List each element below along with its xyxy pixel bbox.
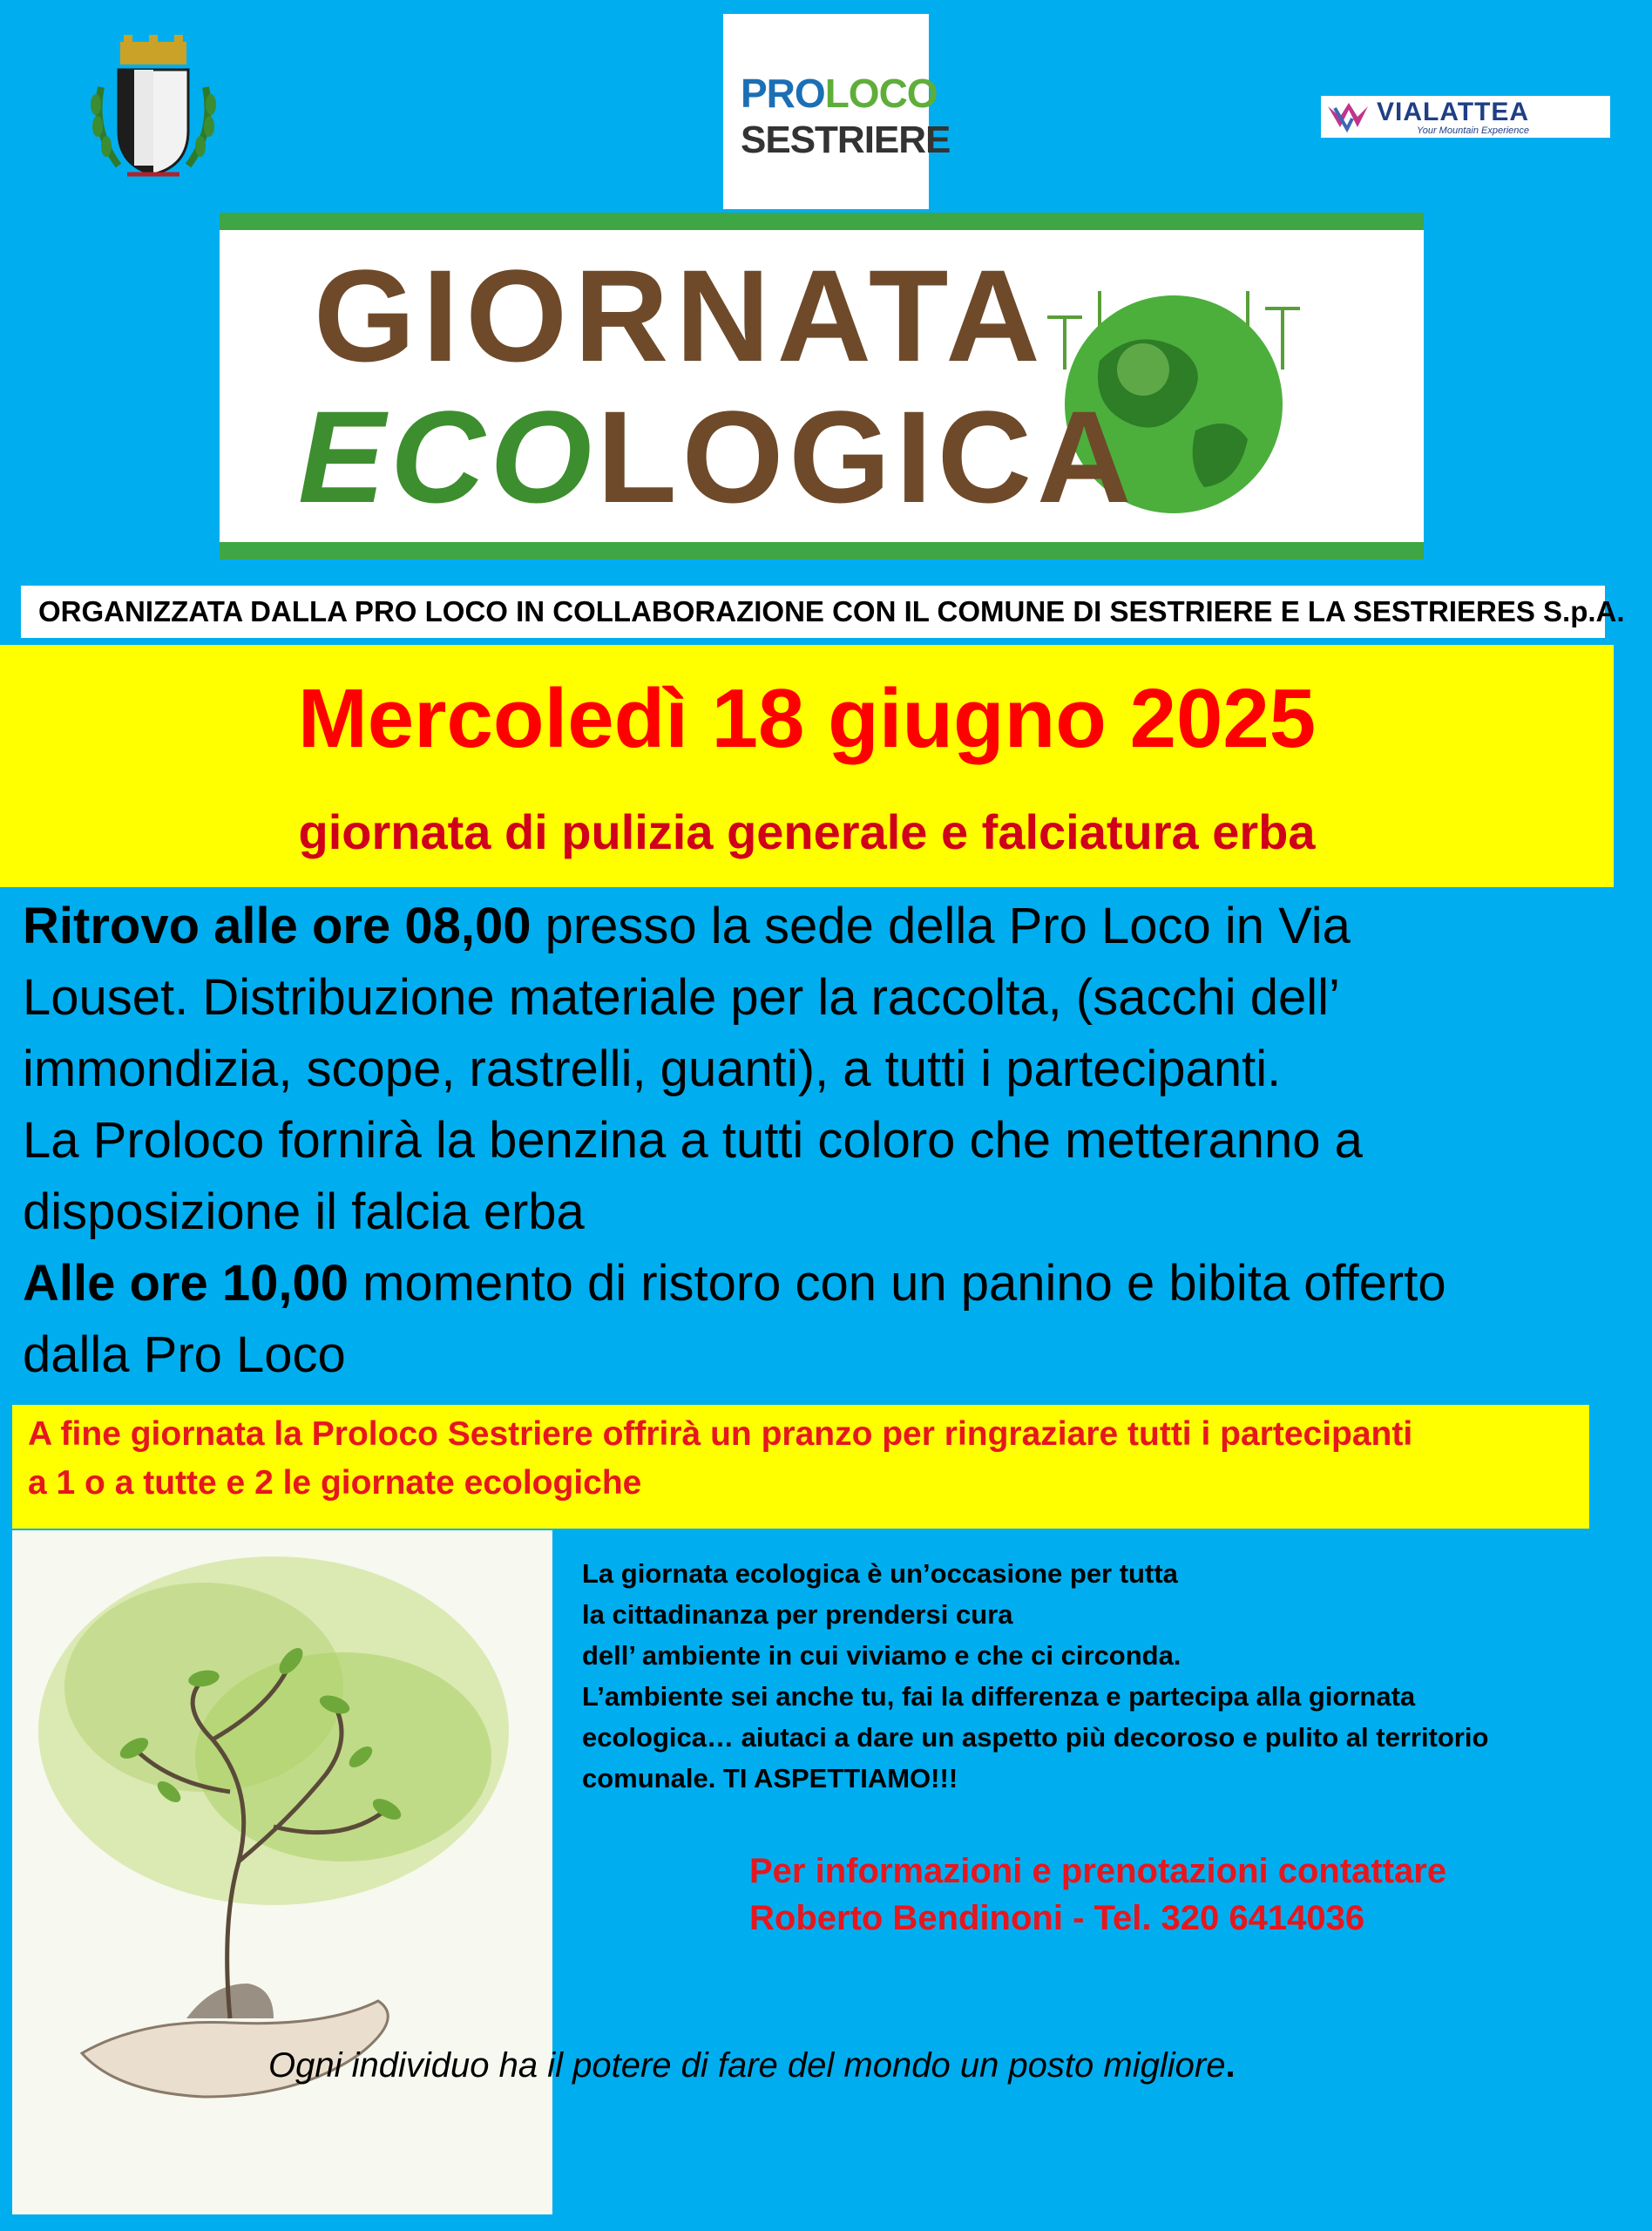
- banner-eco-text: ECO: [298, 383, 598, 530]
- proloco-sestriere-text: SESTRIERE: [741, 119, 951, 161]
- banner-logica-text: LOGICA: [597, 383, 1137, 530]
- info-line: L’ambiente sei anche tu, fai la differenza e partecipa alla giornata: [582, 1681, 1416, 1712]
- event-date: Mercoledì 18 giugno 2025: [297, 672, 1317, 765]
- banner-top-bar: [220, 213, 1424, 230]
- municipal-crest-icon: [84, 35, 223, 183]
- info-line: la cittadinanza per prendersi cura: [582, 1599, 1013, 1630]
- banner-title-line1: GIORNATA: [314, 242, 1047, 389]
- contact-line2: Roberto Bendinoni - Tel. 320 6414036: [749, 1899, 1365, 1937]
- lunch-notice-line2: a 1 o a tutte e 2 le giornate ecologiche: [28, 1464, 642, 1502]
- vialattea-logo: [1321, 96, 1610, 138]
- contact-info: [749, 1848, 1446, 1942]
- event-details: [23, 891, 1643, 1391]
- meeting-place: presso la sede della Pro Loco in Via: [531, 898, 1351, 954]
- proloco-loco-text: LOCO: [824, 71, 938, 116]
- info-line: comunale. TI ASPETTIAMO!!!: [582, 1763, 958, 1794]
- organizer-strip: ORGANIZZATA DALLA PRO LOCO IN COLLABORAZIONE CON IL COMUNE DI SESTRIERE E LA SESTRIERES S.p.A.: [21, 586, 1605, 638]
- info-paragraph: [582, 1553, 1628, 1799]
- banner-bottom-bar: [220, 542, 1424, 559]
- quote-end: .: [1225, 2046, 1236, 2085]
- event-subtitle: giornata di pulizia generale e falciatura erba: [298, 804, 1316, 859]
- details-line-1: [23, 891, 1643, 962]
- lunch-notice-line1: A fine giornata la Proloco Sestriere offrirà un pranzo per ringraziare tutti i partecipanti: [28, 1415, 1413, 1453]
- contact-line1: Per informazioni e prenotazioni contattare: [749, 1852, 1447, 1890]
- giornata-ecologica-banner: [220, 213, 1424, 559]
- proloco-pro-text: PRO: [741, 71, 825, 116]
- break-time: Alle ore 10,00: [23, 1255, 349, 1312]
- details-line-3: immondizia, scope, rastrelli, guanti), a tutti i partecipanti.: [23, 1041, 1282, 1097]
- details-line-6: [23, 1248, 1643, 1319]
- quote-text: Ogni individuo ha il potere di fare del mondo un posto migliore: [268, 2046, 1226, 2085]
- vialattea-mark-icon: [1326, 101, 1370, 132]
- details-line-2: Louset. Distribuzione materiale per la raccolta, (sacchi dell’: [23, 969, 1340, 1026]
- vialattea-name: VIALATTEA: [1377, 98, 1530, 126]
- vialattea-tagline: Your Mountain Experience: [1417, 125, 1530, 136]
- details-line-4: La Proloco fornirà la benzina a tutti coloro che metteranno a: [23, 1112, 1363, 1169]
- closing-quote: [268, 2046, 1236, 2085]
- meeting-time: Ritrovo alle ore 08,00: [23, 898, 531, 954]
- info-line: ecologica… aiutaci a dare un aspetto più decoroso e pulito al territorio: [582, 1722, 1489, 1753]
- details-line-5: disposizione il falcia erba: [23, 1183, 585, 1240]
- tree-in-hands-illustration: [12, 1530, 552, 2214]
- proloco-logo: [723, 14, 951, 209]
- lunch-notice-box: [12, 1405, 1589, 1529]
- details-line-7: dalla Pro Loco: [23, 1326, 346, 1383]
- proloco-logo-pro: [741, 70, 938, 117]
- break-description: momento di ristoro con un panino e bibita offerto: [349, 1255, 1446, 1312]
- date-box: [0, 645, 1614, 887]
- info-line: La giornata ecologica è un’occasione per tutta: [582, 1558, 1178, 1589]
- banner-title-line2: [298, 378, 1136, 535]
- info-line: dell’ ambiente in cui viviamo e che ci circonda.: [582, 1640, 1181, 1671]
